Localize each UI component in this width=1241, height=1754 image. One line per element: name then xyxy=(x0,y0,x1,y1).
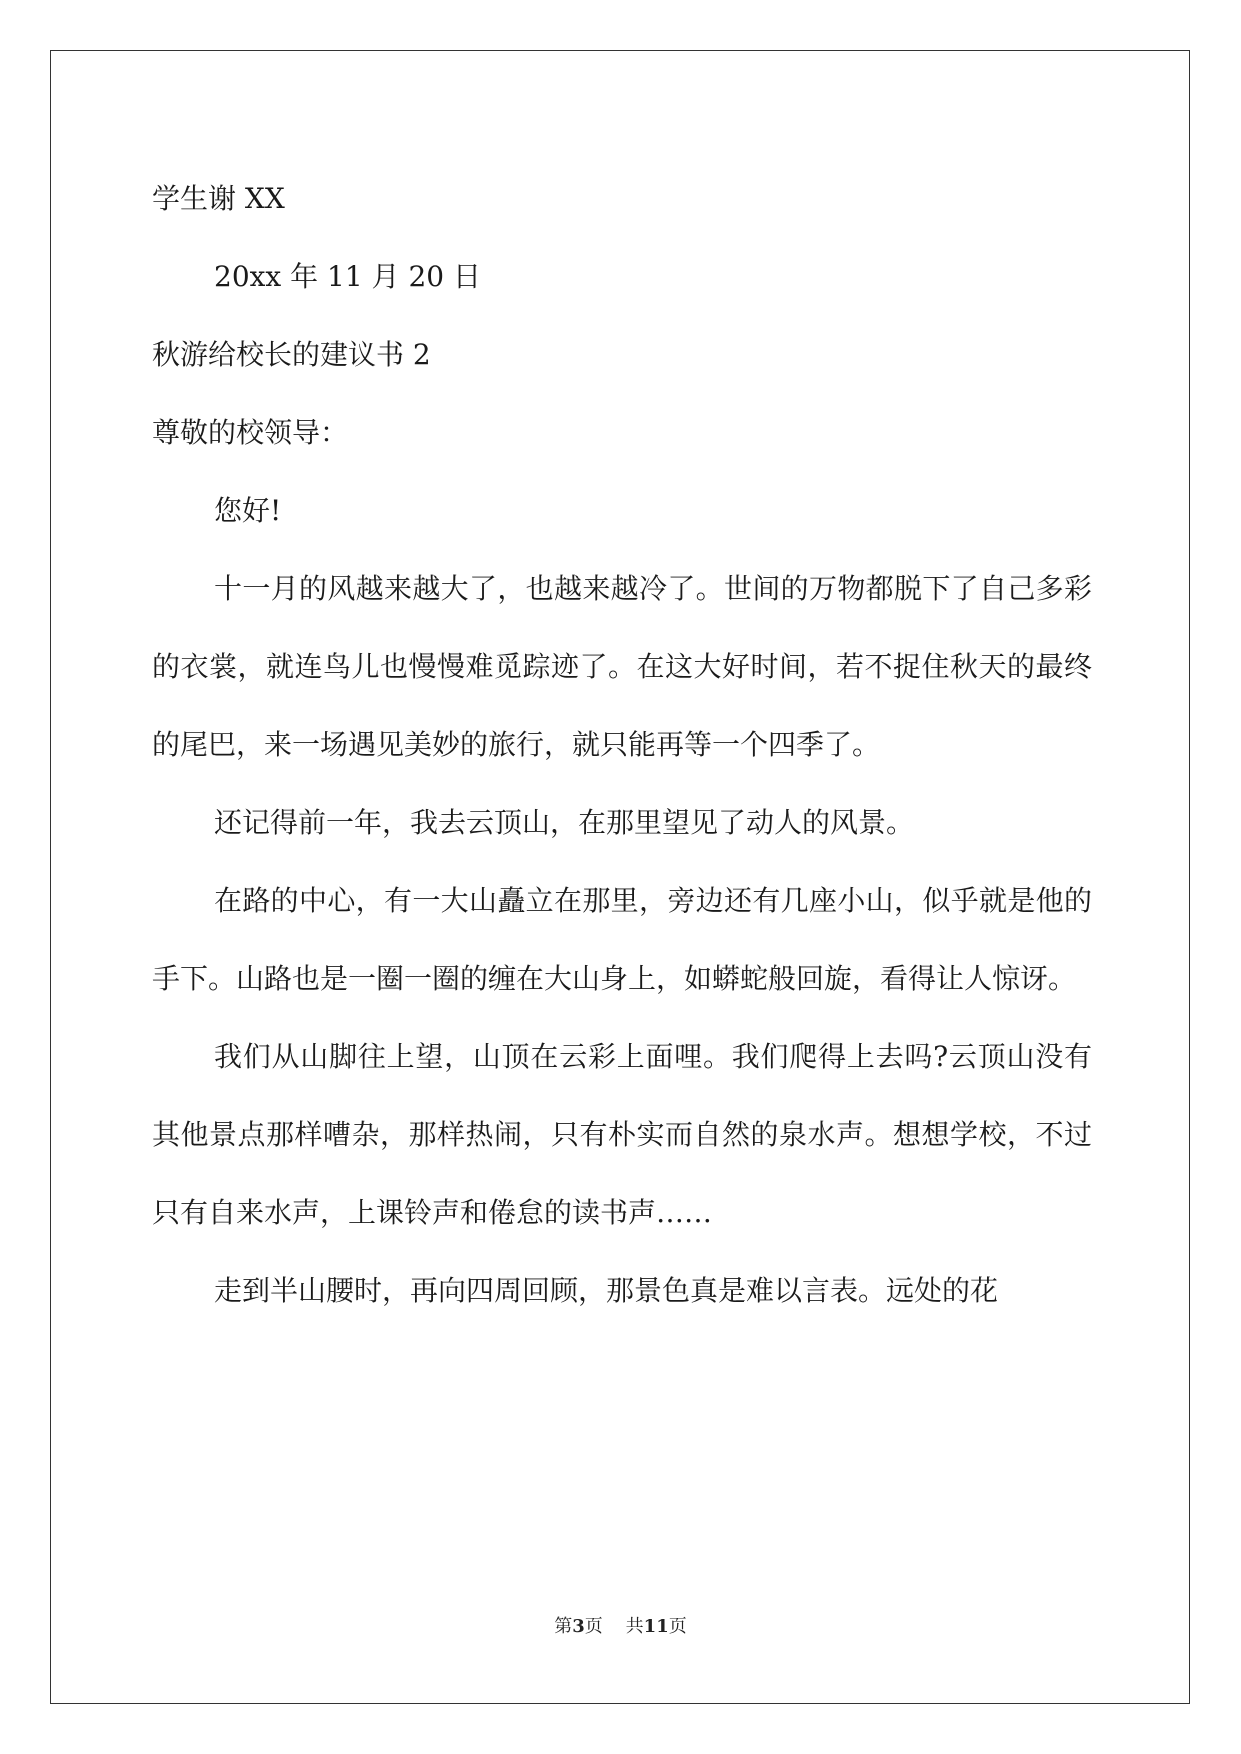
page-footer xyxy=(0,1612,1241,1638)
page-number: 3 xyxy=(572,1616,585,1637)
total-suffix: 页 xyxy=(668,1616,687,1637)
total-prefix: 共 xyxy=(625,1616,644,1637)
greeting: 您好! xyxy=(214,494,282,527)
salutation: 尊敬的校领导： xyxy=(152,416,349,449)
paragraph: 在路的中心，有一大山矗立在那里，旁边还有几座小山，似乎就是他的手下。山路也是一圈一圈的缠在大山身上，如蟒蛇般回旋，看得让人惊讶。 xyxy=(152,884,1092,995)
paragraph: 还记得前一年，我去云顶山，在那里望见了动人的风景。 xyxy=(214,806,915,839)
total-pages: 11 xyxy=(643,1616,669,1637)
date-line: 20xx 年 11 月 20 日 xyxy=(214,260,481,293)
page-suffix: 页 xyxy=(584,1616,603,1637)
section-title: 秋游给校长的建议书 2 xyxy=(152,338,431,371)
page-prefix: 第 xyxy=(554,1616,573,1637)
paragraph: 我们从山脚往上望，山顶在云彩上面哩。我们爬得上去吗?云顶山没有其他景点那样嘈杂，那样热闹，只有朴实而自然的泉水声。想想学校，不过只有自来水声，上课铃声和倦怠的读书声…… xyxy=(152,1040,1092,1229)
paragraph: 十一月的风越来越大了，也越来越冷了。世间的万物都脱下了自己多彩的衣裳，就连鸟儿也慢慢难觅踪迹了。在这大好时间，若不捉住秋天的最终的尾巴，来一场遇见美妙的旅行，就只能再等一个四季了。 xyxy=(152,572,1092,761)
paragraph: 走到半山腰时，再向四周回顾，那景色真是难以言表。远处的花 xyxy=(214,1274,999,1307)
document-body xyxy=(152,160,1092,1330)
signature: 学生谢 XX xyxy=(152,182,285,215)
